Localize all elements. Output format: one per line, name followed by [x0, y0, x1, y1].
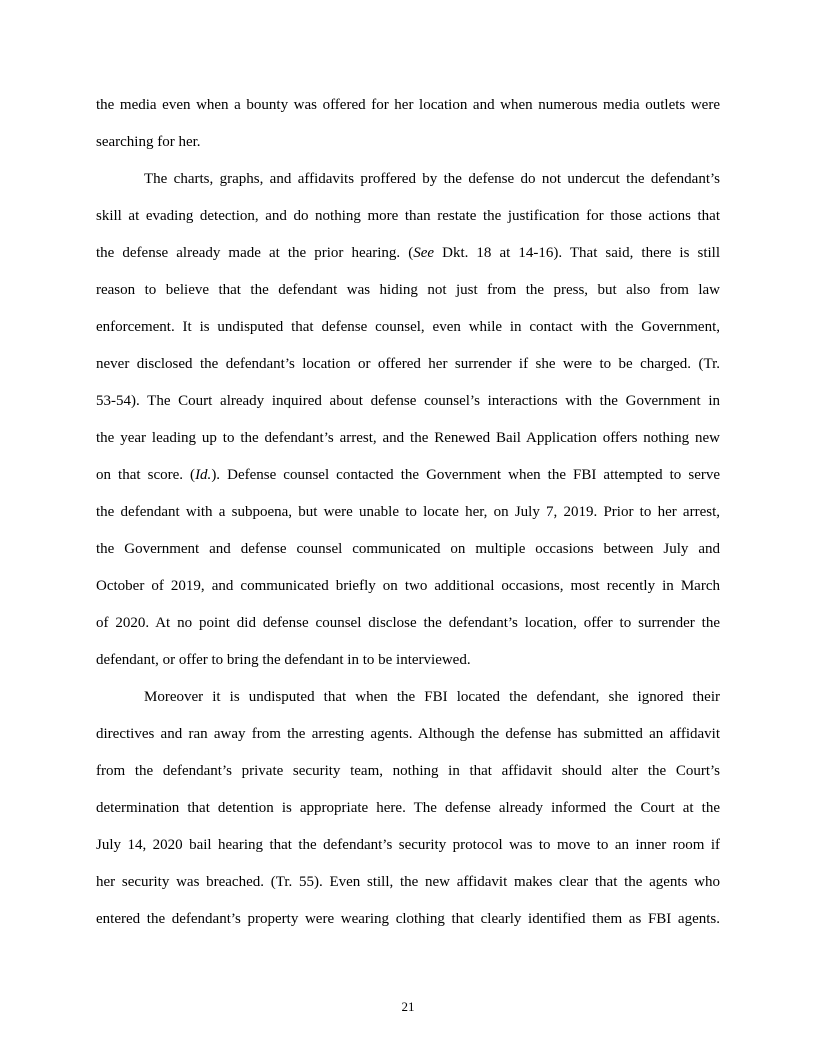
- body-line-with-citation: [96, 242, 720, 264]
- body-line: the Government and defense counsel communicated on multiple occasions between July and: [96, 541, 720, 557]
- body-line: searching for her.: [96, 134, 201, 150]
- body-line: directives and ran away from the arresting agents. Although the defense has submitted an affidavit: [96, 726, 720, 742]
- body-line: the media even when a bounty was offered for her location and when numerous media outlets were: [96, 97, 720, 113]
- body-line: the year leading up to the defendant’s arrest, and the Renewed Bail Application offers nothing new: [96, 430, 720, 446]
- citation-text: on that score. (: [96, 467, 196, 483]
- body-line: never disclosed the defendant’s location or offered her surrender if she were to be charged. (Tr.: [96, 356, 720, 372]
- body-line: her security was breached. (Tr. 55). Even still, the new affidavit makes clear that the agents who: [96, 874, 720, 890]
- body-line: October of 2019, and communicated briefly on two additional occasions, most recently in March: [96, 578, 720, 594]
- citation-signal: See: [413, 245, 435, 261]
- body-line: 53-54). The Court already inquired about defense counsel’s interactions with the Government in: [96, 393, 720, 409]
- body-line: defendant, or offer to bring the defendant in to be interviewed.: [96, 652, 471, 668]
- body-line: of 2020. At no point did defense counsel disclose the defendant’s location, offer to surrender the: [96, 615, 720, 631]
- body-line: the defendant with a subpoena, but were unable to locate her, on July 7, 2019. Prior to her arrest,: [96, 504, 720, 520]
- citation-text: the defense already made at the prior hearing. (: [96, 245, 414, 261]
- body-line: determination that detention is appropriate here. The defense already informed the Court at the: [96, 800, 720, 816]
- page-number: 21: [401, 999, 415, 1014]
- body-line: reason to believe that the defendant was hiding not just from the press, but also from law: [96, 282, 720, 298]
- paragraph-first-line: Moreover it is undisputed that when the FBI located the defendant, she ignored their: [144, 689, 720, 705]
- body-line: enforcement. It is undisputed that defense counsel, even while in contact with the Government,: [96, 319, 720, 335]
- citation-text: Dkt. 18 at 14-16). That said, there is still: [434, 245, 721, 261]
- paragraph-first-line: The charts, graphs, and affidavits proffered by the defense do not undercut the defendant’s: [144, 171, 720, 187]
- body-line: July 14, 2020 bail hearing that the defendant’s security protocol was to move to an inner room if: [96, 837, 720, 853]
- body-line: from the defendant’s private security team, nothing in that affidavit should alter the Court’s: [96, 763, 720, 779]
- body-line: entered the defendant’s property were wearing clothing that clearly identified them as FBI agents.: [96, 911, 720, 927]
- citation-signal: Id.: [195, 467, 212, 483]
- body-line-with-citation: [96, 464, 720, 486]
- citation-text: ). Defense counsel contacted the Government when the FBI attempted to serve: [211, 467, 721, 483]
- body-line: skill at evading detection, and do nothing more than restate the justification for those actions that: [96, 208, 720, 224]
